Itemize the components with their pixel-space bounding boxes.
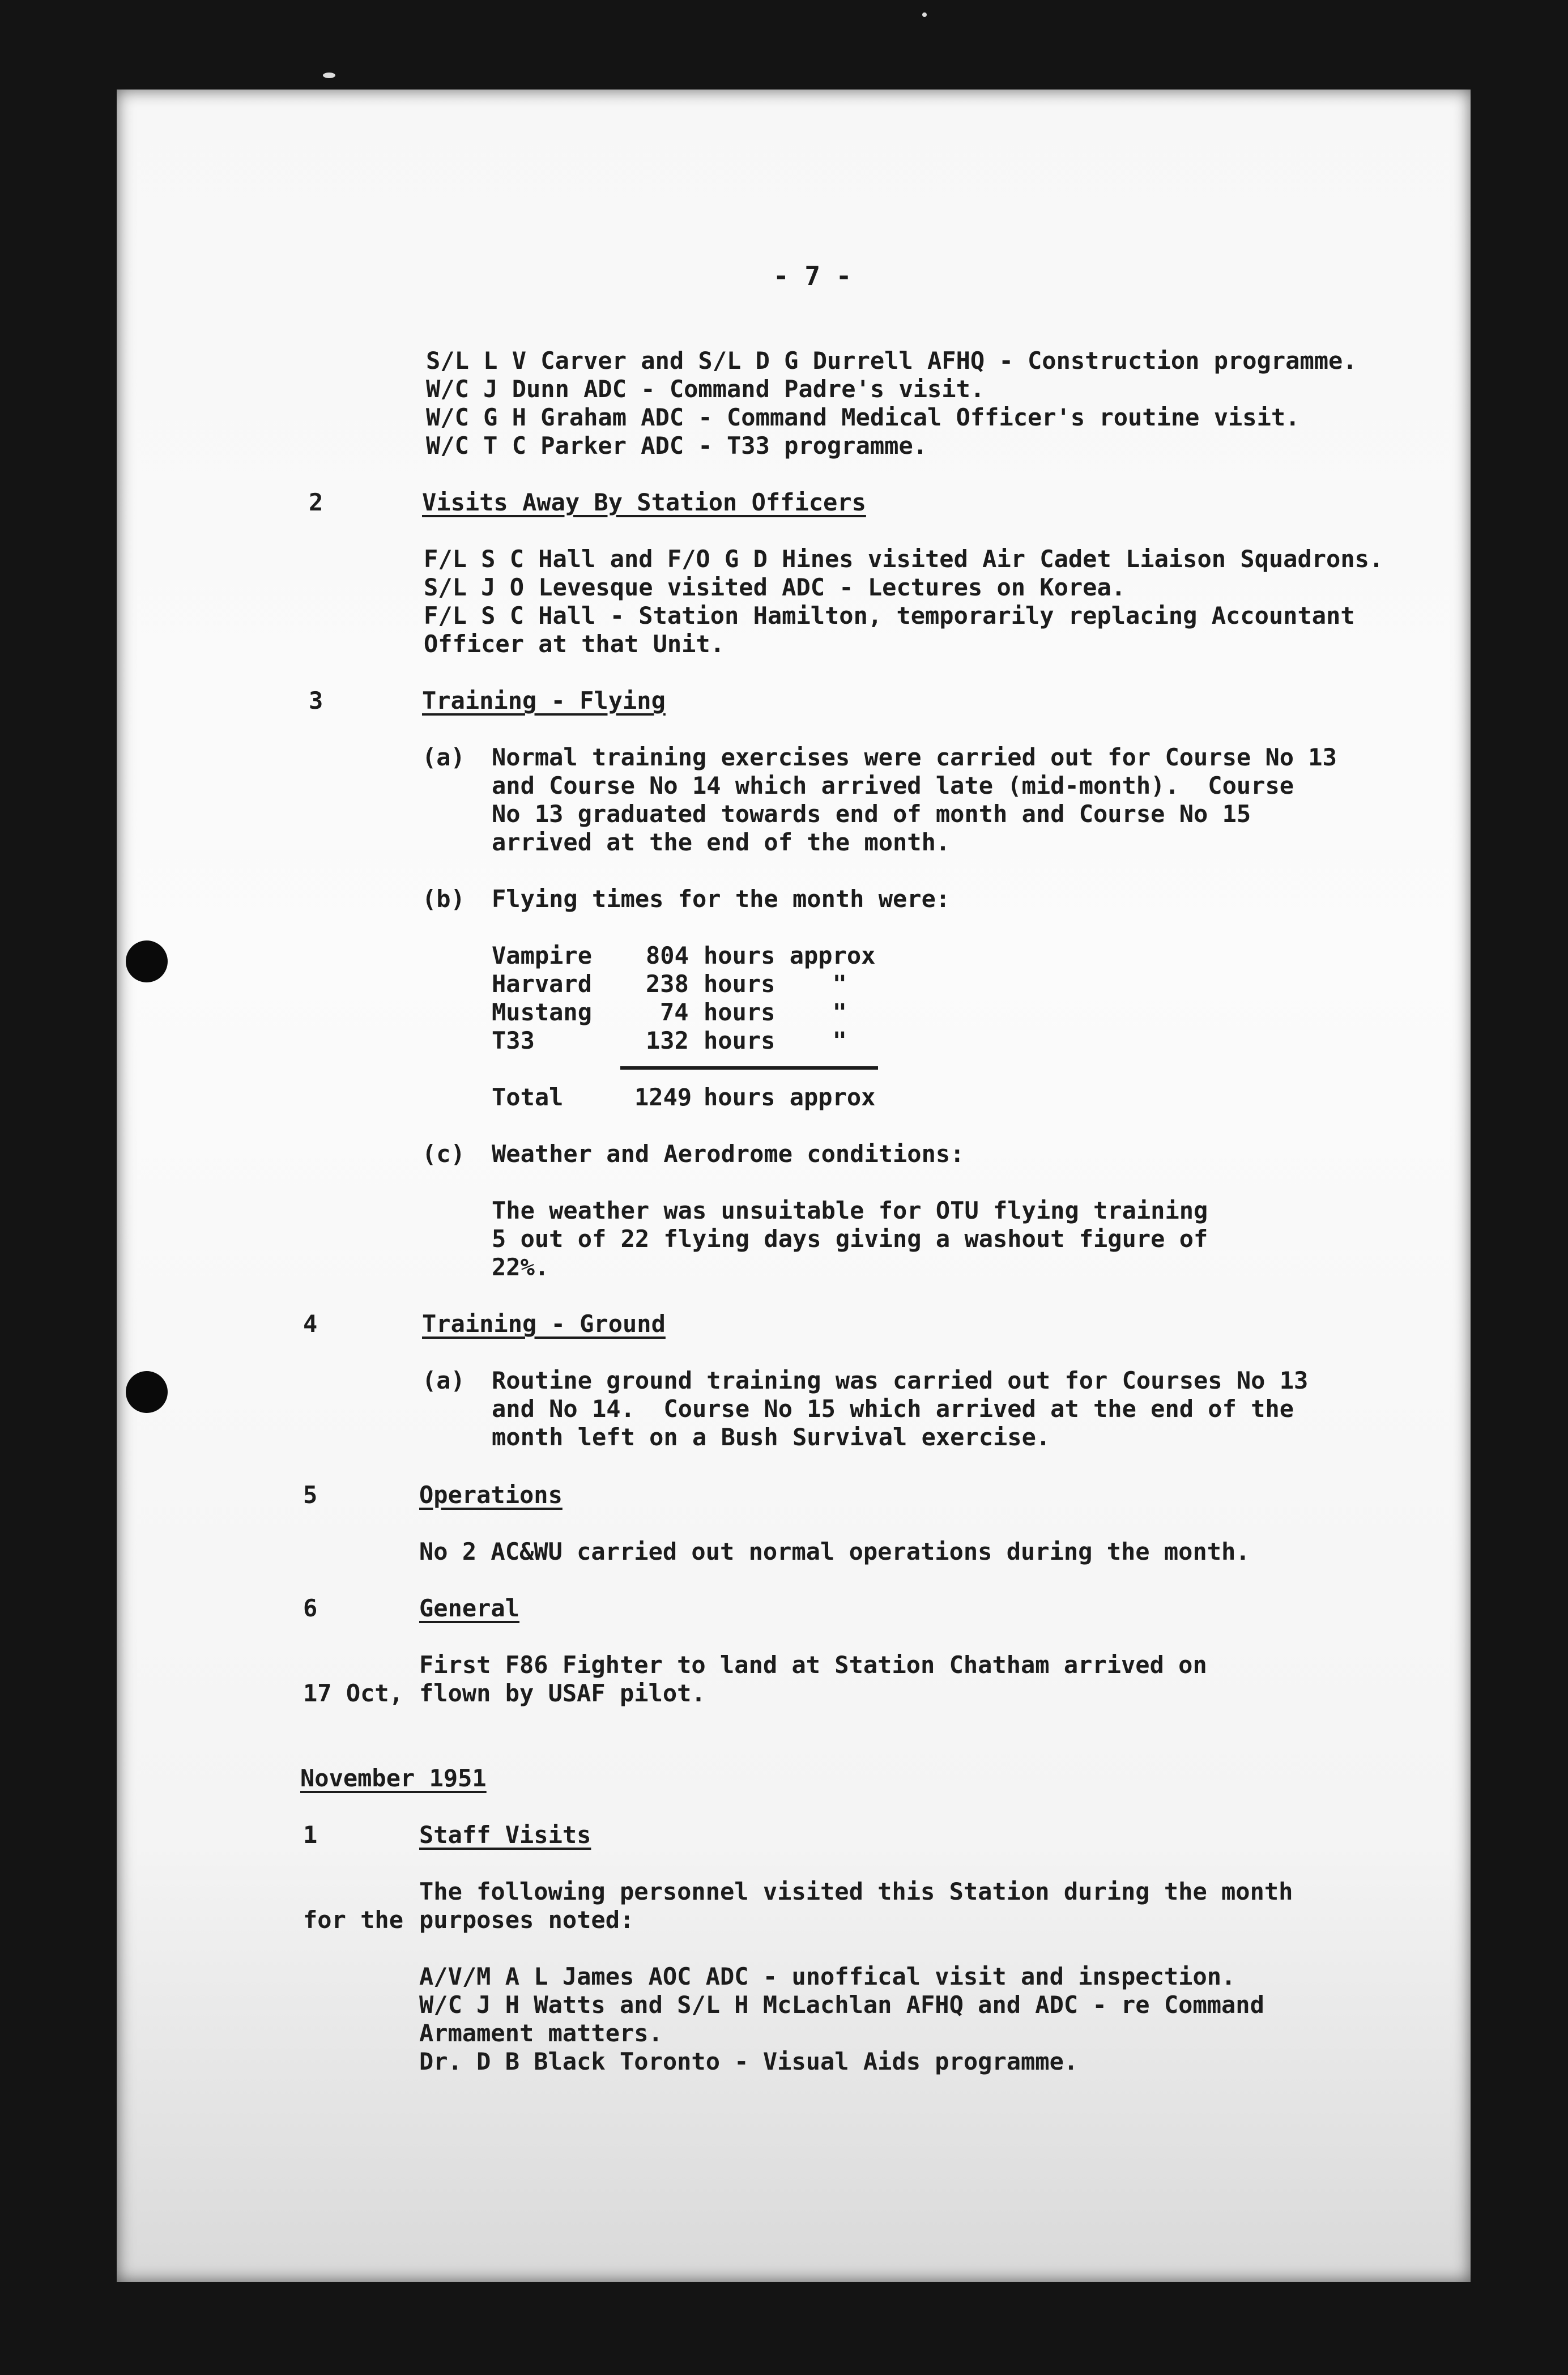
body-line: and No 14. Course No 15 which arrived at the end of the — [492, 1395, 1294, 1423]
section-heading: Staff Visits — [419, 1821, 591, 1849]
body-line: A/V/M A L James AOC ADC - unoffical visit and inspection. — [419, 1963, 1236, 1990]
section-heading: Operations — [419, 1481, 563, 1509]
flying-hours-value: 74 — [660, 998, 689, 1026]
total-label: Total — [492, 1083, 564, 1111]
body-line: Normal training exercises were carried out for Course No 13 — [492, 743, 1337, 771]
body-line: Dr. D B Black Toronto - Visual Aids programme. — [419, 2048, 1079, 2075]
month-heading: November 1951 — [300, 1764, 487, 1792]
section-number: 1 — [303, 1821, 318, 1849]
section-heading: General — [419, 1594, 520, 1622]
body-line: purposes noted: — [419, 1906, 634, 1934]
section-number: 5 — [303, 1481, 318, 1509]
aircraft-name: Mustang — [492, 998, 593, 1026]
body-line: First F86 Fighter to land at Station Chatham arrived on — [419, 1651, 1207, 1679]
item-label: (c) — [422, 1140, 465, 1168]
total-rule — [620, 1066, 878, 1070]
body-line: F/L S C Hall and F/O G D Hines visited Air Cadet Liaison Squadrons. — [424, 545, 1384, 573]
body-line: arrived at the end of the month. — [492, 828, 951, 856]
body-line: No 13 graduated towards end of month and Course No 15 — [492, 800, 1251, 828]
item-label: (b) — [422, 885, 465, 913]
hours-unit: hours approx — [704, 942, 876, 969]
total-hours-value: 1249 — [634, 1083, 692, 1111]
aircraft-name: Vampire — [492, 942, 593, 969]
flying-hours-value: 132 — [646, 1027, 689, 1054]
page-number: - 7 - — [773, 261, 852, 291]
item-label: (a) — [422, 743, 465, 771]
body-line: F/L S C Hall - Station Hamilton, temporarily replacing Accountant — [424, 602, 1355, 629]
body-line: S/L J O Levesque visited ADC - Lectures on Korea. — [424, 573, 1126, 601]
aircraft-name: T33 — [492, 1027, 535, 1054]
body-line: W/C J H Watts and S/L H McLachlan AFHQ and ADC - re Command — [419, 1991, 1264, 2019]
body-line: The weather was unsuitable for OTU flying training — [492, 1197, 1208, 1224]
item-label: (a) — [422, 1367, 465, 1394]
staff-visit-line: W/C T C Parker ADC - T33 programme. — [426, 432, 928, 459]
film-speck — [922, 12, 927, 17]
flying-hours-value: 804 — [646, 942, 689, 969]
section-number: 2 — [309, 488, 323, 516]
film-speck — [323, 73, 335, 78]
body-line: and Course No 14 which arrived late (mid-month). Course — [492, 772, 1294, 799]
hours-unit: hours " — [704, 998, 847, 1026]
margin-date: 17 Oct, — [303, 1679, 404, 1707]
body-line: Armament matters. — [419, 2019, 663, 2047]
section-heading: Training - Flying — [422, 687, 666, 714]
section-number: 3 — [309, 687, 323, 714]
body-line: The following personnel visited this Station during the month — [419, 1878, 1293, 1905]
body-line: 22%. — [492, 1253, 549, 1281]
flying-hours-value: 238 — [646, 970, 689, 998]
section-number: 4 — [303, 1310, 318, 1338]
body-line: 5 out of 22 flying days giving a washout figure of — [492, 1225, 1208, 1253]
punch-hole — [126, 940, 168, 982]
section-heading: Visits Away By Station Officers — [422, 488, 866, 516]
section-number: 6 — [303, 1594, 318, 1622]
body-line: Officer at that Unit. — [424, 630, 725, 658]
body-line: Weather and Aerodrome conditions: — [492, 1140, 965, 1168]
body-line: No 2 AC&WU carried out normal operations during the month. — [419, 1538, 1250, 1565]
hours-unit: hours " — [704, 1027, 847, 1054]
section-heading: Training - Ground — [422, 1310, 666, 1338]
staff-visit-line: W/C J Dunn ADC - Command Padre's visit. — [426, 375, 985, 403]
hours-unit: hours approx — [704, 1083, 876, 1111]
body-line: flown by USAF pilot. — [419, 1679, 706, 1707]
body-line: Flying times for the month were: — [492, 885, 951, 913]
body-line: for the — [303, 1906, 404, 1934]
staff-visit-line: W/C G H Graham ADC - Command Medical Officer's routine visit. — [426, 403, 1300, 431]
punch-hole — [126, 1371, 168, 1413]
hours-unit: hours " — [704, 970, 847, 998]
aircraft-name: Harvard — [492, 970, 593, 998]
body-line: month left on a Bush Survival exercise. — [492, 1423, 1051, 1451]
body-line: Routine ground training was carried out for Courses No 13 — [492, 1367, 1309, 1394]
staff-visit-line: S/L L V Carver and S/L D G Durrell AFHQ - Construction programme. — [426, 347, 1357, 374]
